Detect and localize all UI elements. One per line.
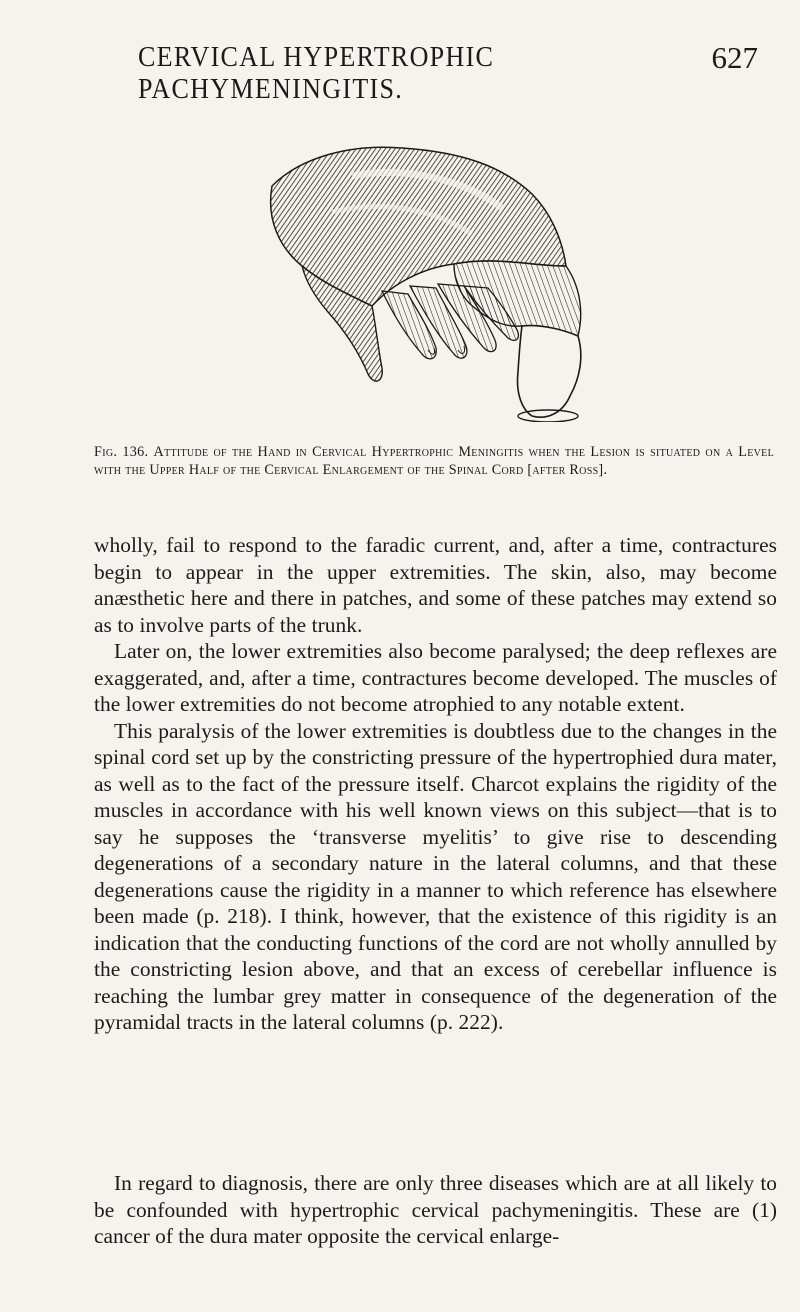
running-head bbox=[64, 40, 758, 105]
body-text bbox=[94, 532, 777, 1036]
hand-engraving bbox=[232, 116, 608, 422]
figure-caption-label: Fig. 136. bbox=[94, 444, 149, 460]
diagnosis-section bbox=[94, 1170, 777, 1250]
figure-caption-text: Attitude of the Hand in Cervical Hypertrophic Meningitis when the Lesion is situated on a Level with the Upper Half of the Cervical Enlargement of the Spinal Cord [after Ross]. bbox=[94, 444, 774, 478]
paragraph-1: wholly, fail to respond to the faradic current, and, after a time, contractures begin to appear in the upper extremities. The skin, also, may become anæsthetic here and there in patches, and some of these patches may extend so as to involve parts of the trunk. bbox=[94, 533, 777, 637]
paragraph-3: This paralysis of the lower extremities is doubtless due to the changes in the spinal cord set up by the constricting pressure of the hypertrophied dura mater, as well as to the fact of the pressure itself. Charcot explains the rigidity of the muscles in accordance with his well known views on this subject—that is to say he supposes the ‘transverse myelitis’ to give rise to descending degenerations of a secondary nature in the lateral columns, and that these degenerations cause the rigidity in a manner to which reference has elsewhere been made (p. 218). I think, however, that the existence of this rigidity is an indication that the conducting functions of the cord are not wholly annulled by the constricting lesion above, and that an excess of cerebellar influence is reaching the lumbar grey matter in consequence of the degeneration of the pyramidal tracts in the lateral columns (p. 222). bbox=[94, 718, 777, 1034]
paragraph-4: In regard to diagnosis, there are only three diseases which are at all likely to be confounded with hypertrophic cervical pachymeningitis. These are (1) cancer of the dura mater opposite the cervical enlarge- bbox=[94, 1171, 777, 1248]
page-number: 627 bbox=[711, 40, 758, 75]
hand-illustration bbox=[232, 116, 608, 422]
running-head-title: CERVICAL HYPERTROPHIC PACHYMENINGITIS. bbox=[138, 42, 495, 105]
figure-caption bbox=[94, 443, 774, 479]
paragraph-2: Later on, the lower extremities also become paralysed; the deep reflexes are exaggerated, and, after a time, contractures become developed. The muscles of the lower extremities do not become atrophied to any notable extent. bbox=[94, 639, 777, 716]
